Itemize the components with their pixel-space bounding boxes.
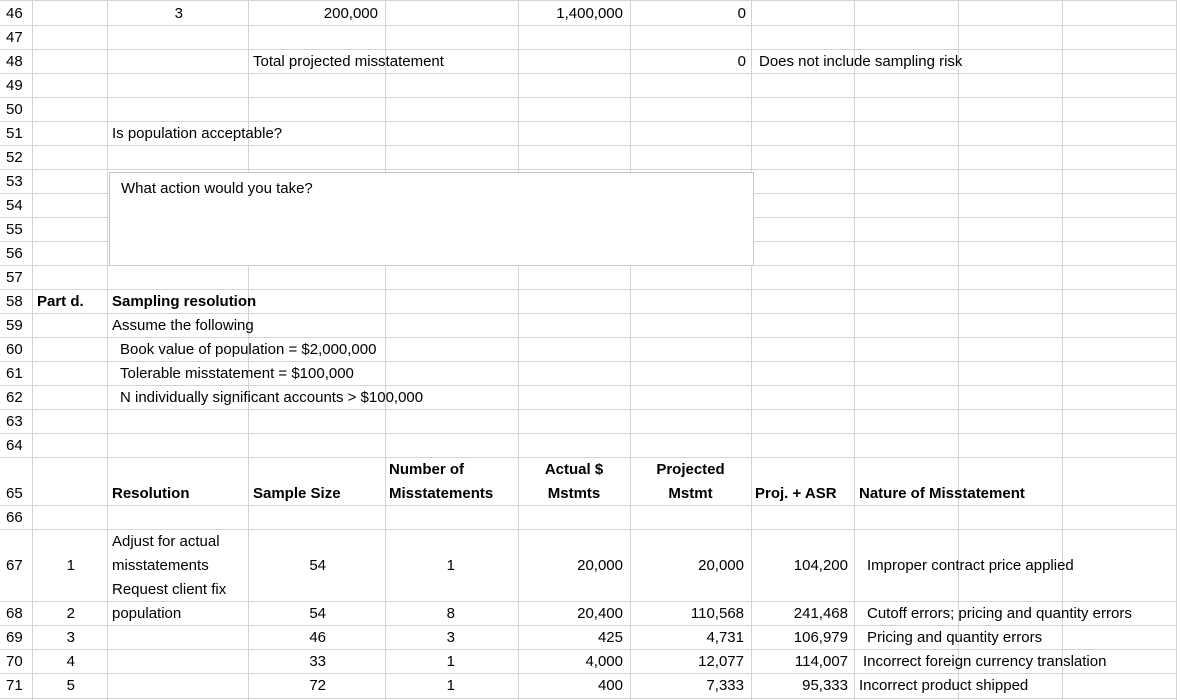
projected-misstatement[interactable]: 7,333 (706, 677, 744, 694)
projected-misstatement[interactable]: 20,000 (698, 557, 744, 574)
cell-value[interactable]: 0 (737, 53, 746, 70)
item-id[interactable]: 3 (66, 629, 75, 646)
assumption-accounts[interactable]: N individually significant accounts > $100,000 (120, 389, 424, 406)
row-number[interactable]: 47 (6, 29, 23, 46)
proj-asr-value[interactable]: 241,468 (793, 605, 848, 622)
row-number[interactable]: 63 (6, 413, 23, 430)
header-actual[interactable]: Actual $ (544, 461, 604, 478)
cell-value[interactable]: 200,000 (323, 5, 378, 22)
row-number[interactable]: 71 (6, 677, 23, 694)
header-proj-asr[interactable]: Proj. + ASR (755, 485, 837, 502)
misstatement-count[interactable]: 3 (446, 629, 455, 646)
header-resolution[interactable]: Resolution (112, 485, 190, 502)
nature-text[interactable]: Incorrect foreign currency translation (863, 653, 1107, 670)
misstatement-count[interactable]: 1 (446, 557, 455, 574)
item-id[interactable]: 1 (66, 557, 75, 574)
header-projected[interactable]: Projected (656, 461, 725, 478)
row-number[interactable]: 64 (6, 437, 23, 454)
row-number[interactable]: 67 (6, 557, 23, 574)
resolution-text[interactable]: population (112, 605, 182, 622)
projected-misstatement[interactable]: 4,731 (706, 629, 744, 646)
sample-size[interactable]: 33 (309, 653, 326, 670)
header-mstmts[interactable]: Mstmts (547, 485, 601, 502)
proj-asr-value[interactable]: 104,200 (793, 557, 848, 574)
section-heading[interactable]: Sampling resolution (112, 293, 257, 310)
nature-text[interactable]: Cutoff errors; pricing and quantity errors (867, 605, 1132, 622)
sample-size[interactable]: 46 (309, 629, 326, 646)
row-number[interactable]: 52 (6, 149, 23, 166)
misstatement-count[interactable]: 1 (446, 677, 455, 694)
actual-misstatement[interactable]: 400 (597, 677, 623, 694)
nature-text[interactable]: Improper contract price applied (867, 557, 1074, 574)
row-number[interactable]: 60 (6, 341, 23, 358)
row-number[interactable]: 57 (6, 269, 23, 286)
row-number[interactable]: 56 (6, 245, 23, 262)
cell-value[interactable]: 1,400,000 (556, 5, 623, 22)
misstatement-count[interactable]: 8 (446, 605, 455, 622)
resolution-text[interactable]: Request client fix (112, 581, 227, 598)
header-sample-size[interactable]: Sample Size (253, 485, 341, 502)
cell-value[interactable]: 0 (737, 5, 746, 22)
projected-misstatement[interactable]: 12,077 (698, 653, 744, 670)
acceptable-question[interactable]: Is population acceptable? (112, 125, 283, 142)
resolution-text[interactable]: Adjust for actual (112, 533, 220, 550)
row-number[interactable]: 59 (6, 317, 23, 334)
proj-asr-value[interactable]: 95,333 (802, 677, 848, 694)
row-number[interactable]: 51 (6, 125, 23, 142)
resolution-text[interactable]: misstatements (112, 557, 209, 574)
assumption-intro[interactable]: Assume the following (112, 317, 254, 334)
nature-text[interactable]: Pricing and quantity errors (867, 629, 1043, 646)
item-id[interactable]: 4 (66, 653, 75, 670)
proj-asr-value[interactable]: 114,007 (794, 653, 848, 670)
assumption-tolerable[interactable]: Tolerable misstatement = $100,000 (120, 365, 354, 382)
proj-asr-value[interactable]: 106,979 (793, 629, 848, 646)
action-textbox[interactable] (109, 172, 754, 266)
row-number[interactable]: 54 (6, 197, 23, 214)
row-number[interactable]: 58 (6, 293, 23, 310)
row-number[interactable]: 55 (6, 221, 23, 238)
sample-size[interactable]: 54 (309, 557, 326, 574)
actual-misstatement[interactable]: 20,000 (577, 557, 623, 574)
total-projected-label[interactable]: Total projected misstatement (253, 53, 444, 70)
part-label[interactable]: Part d. (37, 293, 84, 310)
action-prompt: What action would you take? (121, 180, 313, 197)
actual-misstatement[interactable]: 20,400 (577, 605, 623, 622)
header-mstmt[interactable]: Mstmt (668, 485, 713, 502)
item-id[interactable]: 2 (66, 605, 75, 622)
header-misstatements[interactable]: Misstatements (389, 485, 494, 502)
row-number[interactable]: 46 (6, 5, 23, 22)
projected-misstatement[interactable]: 110,568 (690, 605, 744, 622)
misstatement-count[interactable]: 1 (446, 653, 455, 670)
row-number[interactable]: 66 (6, 509, 23, 526)
row-number[interactable]: 70 (6, 653, 23, 670)
row-number[interactable]: 68 (6, 605, 23, 622)
actual-misstatement[interactable]: 425 (597, 629, 623, 646)
sample-size[interactable]: 72 (309, 677, 326, 694)
nature-text[interactable]: Incorrect product shipped (859, 677, 1029, 694)
row-number[interactable]: 62 (6, 389, 23, 406)
sampling-risk-note[interactable]: Does not include sampling risk (759, 53, 963, 70)
row-number[interactable]: 69 (6, 629, 23, 646)
sample-size[interactable]: 54 (309, 605, 326, 622)
row-number[interactable]: 50 (6, 101, 23, 118)
cell-value[interactable]: 3 (174, 5, 183, 22)
actual-misstatement[interactable]: 4,000 (585, 653, 623, 670)
header-nature[interactable]: Nature of Misstatement (859, 485, 1025, 502)
row-number[interactable]: 48 (6, 53, 23, 70)
header-number-of[interactable]: Number of (389, 461, 464, 478)
row-number[interactable]: 65 (6, 485, 23, 502)
row-number[interactable]: 53 (6, 173, 23, 190)
item-id[interactable]: 5 (66, 677, 75, 694)
assumption-book-value[interactable]: Book value of population = $2,000,000 (120, 341, 377, 358)
row-number[interactable]: 49 (6, 77, 23, 94)
row-number[interactable]: 61 (6, 365, 23, 382)
